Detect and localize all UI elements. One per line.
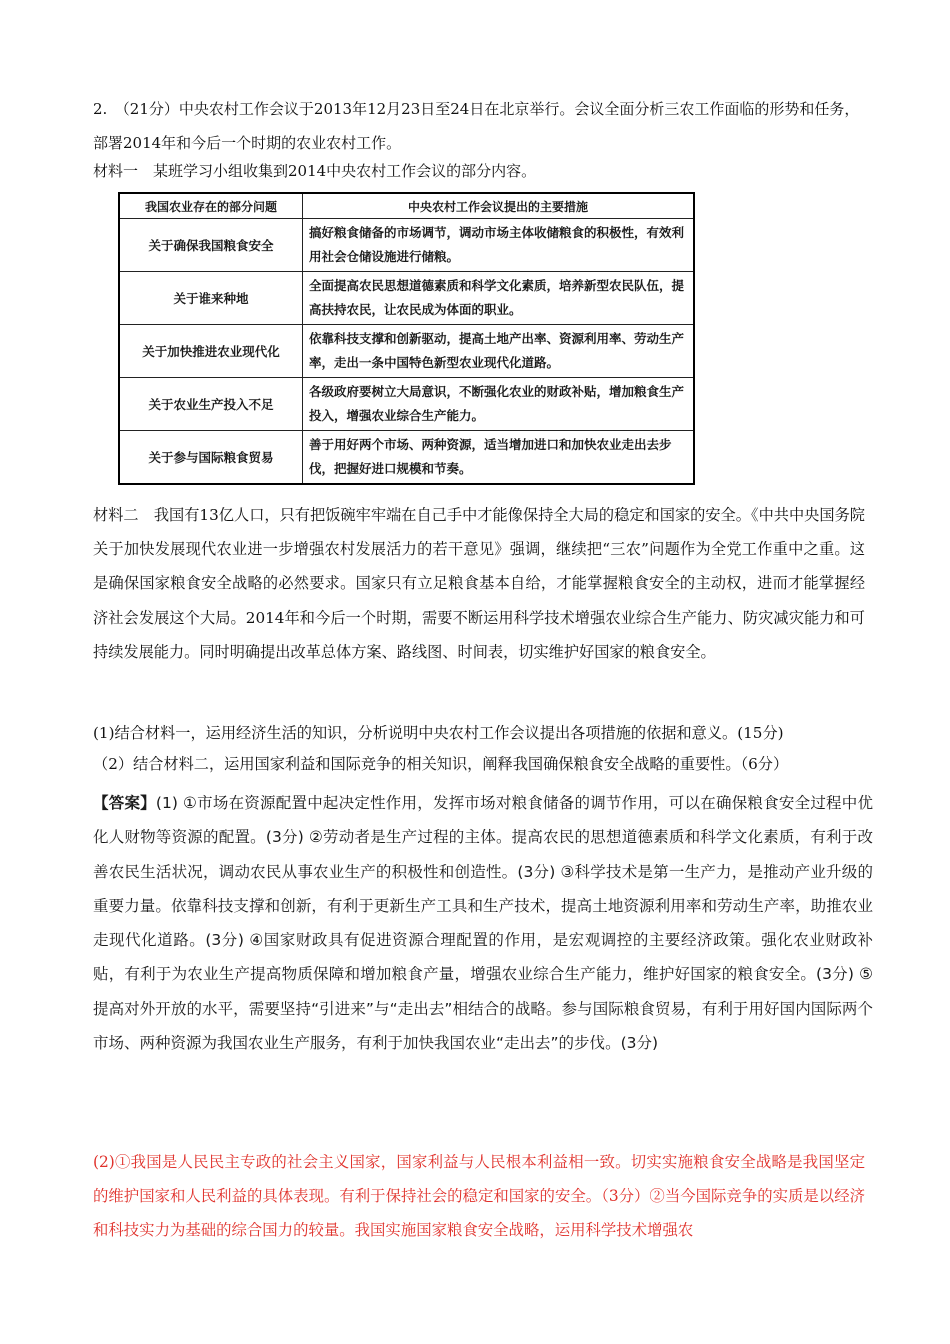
question-1: (1)结合材料一，运用经济生活的知识，分析说明中央农村工作会议提出各项措施的依据和意义。(15分) [93,724,784,742]
table-header-issue: 我国农业存在的部分问题 [119,193,303,219]
table-header-measure: 中央农村工作会议提出的主要措施 [303,193,695,219]
material1-intro: 材料一 某班学习小组收集到2014中央农村工作会议的部分内容。 [93,162,537,180]
table-cell-issue: 关于确保我国粮食安全 [119,219,303,272]
answer-part1-text: (1) ①市场在资源配置中起决定性作用，发挥市场对粮食储备的调节作用，可以在确保粮食安全过程中优化人财物等资源的配置。(3分) ②劳动者是生产过程的主体。提高农民的思想道德素质和科学文化素质，有利于改善农民生活状况，调动农民从事农业生产的积极性和创造性。(3分) ③科学技术是第一生产力，是推动产业升级的重要力量。依靠科技支撑和创新，有利于更新生产工具和生产技术，提高土地资源利用率和劳动生产率，助推农业走现代化道路。(3分) ④国家财政具有促进资源合理配置的作用，是宏观调控的主要经济政策。强化农业财政补贴，有利于为农业生产提高物质保障和增加粮食产量，增强农业综合生产能力，维护好国家的粮食安全。(3分) ⑤提高对外开放的水平，需要坚持“引进来”与“走出去”相结合的战略。参与国际粮食贸易，有利于用好国内国际两个市场、两种资源为我国农业生产服务，有利于加快我国农业“走出去”的步伐。(3分) [93,794,873,1053]
measures-table [118,192,695,485]
table-header-row [119,193,694,219]
table-cell-measure: 依靠科技支撑和创新驱动，提高土地产出率、资源利用率、劳动生产率，走出一条中国特色新型农业现代化道路。 [303,325,695,378]
table-cell-issue: 关于谁来种地 [119,272,303,325]
answer-part1 [93,786,873,1060]
table-row [119,431,694,485]
table-cell-issue: 关于加快推进农业现代化 [119,325,303,378]
table-cell-issue: 关于参与国际粮食贸易 [119,431,303,485]
table-cell-measure: 搞好粮食储备的市场调节，调动市场主体收储粮食的积极性，有效利用社会仓储设施进行储粮。 [303,219,695,272]
question-intro: 2. （21分）中央农村工作会议于2013年12月23日至24日在北京举行。会议全面分析三农工作面临的形势和任务，部署2014年和今后一个时期的农业农村工作。 [93,100,860,152]
table-cell-measure: 各级政府要树立大局意识，不断强化农业的财政补贴，增加粮食生产投入，增强农业综合生产能力。 [303,378,695,431]
table-cell-measure: 全面提高农民思想道德素质和科学文化素质，培养新型农民队伍，提高扶持农民，让农民成为体面的职业。 [303,272,695,325]
table-row [119,378,694,431]
answer-part2: (2)①我国是人民民主专政的社会主义国家，国家利益与人民根本利益相一致。切实实施粮食安全战略是我国坚定的维护国家和人民利益的具体表现。有利于保持社会的稳定和国家的安全。（3分）②当今国际竞争的实质是以经济和科技实力为基础的综合国力的较量。我国实施国家粮食安全战略，运用科学技术增强农 [93,1153,865,1239]
table-row [119,219,694,272]
table-cell-measure: 善于用好两个市场、两种资源，适当增加进口和加快农业走出去步伐，把握好进口规模和节奏。 [303,431,695,485]
table-cell-issue: 关于农业生产投入不足 [119,378,303,431]
table-row [119,272,694,325]
question-2: （2）结合材料二，运用国家利益和国际竞争的相关知识，阐释我国确保粮食安全战略的重要性。（6分） [93,755,789,773]
table-row [119,325,694,378]
answer-tag: 【答案】 [93,794,156,812]
material2-text: 材料二 我国有13亿人口，只有把饭碗牢牢端在自己手中才能像保持全大局的稳定和国家的安全。《中共中央国务院关于加快发展现代农业进一步增强农村发展活力的若干意见》强调，继续把“三农”问题作为全党工作重中之重。这是确保国家粮食安全战略的必然要求。国家只有立足粮食基本自给，才能掌握粮食安全的主动权，进而才能掌握经济社会发展这个大局。2014年和今后一个时期，需要不断运用科学技术增强农业综合生产能力、防灾减灾能力和可持续发展能力。同时明确提出改革总体方案、路线图、时间表，切实维护好国家的粮食安全。 [93,506,865,661]
